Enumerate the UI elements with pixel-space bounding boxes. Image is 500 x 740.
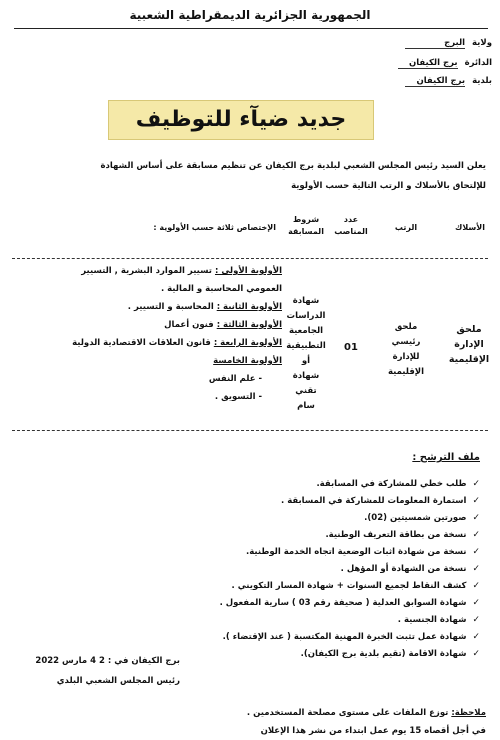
priority-list — [72, 262, 282, 406]
table-top-rule — [12, 258, 488, 259]
cell-grade-4: الإقليمية — [387, 367, 425, 377]
doc-item: ✓استمارة المعلومات للمشاركة في المسابقة . — [60, 493, 480, 510]
priority-4 — [72, 334, 282, 352]
cell-posts: 01 — [344, 342, 358, 353]
daira-line — [398, 58, 492, 69]
cell-cond-6: سام — [297, 401, 315, 411]
priority-3-text: فنون أعمال — [164, 320, 214, 330]
priority-1 — [72, 262, 282, 280]
cell-cond-2: الدراسات — [286, 311, 326, 321]
col-header-posts: عدد المناصب — [334, 215, 368, 236]
doc-item: ✓كشف النقاط لجميع السنوات + شهادة المسار التكويني . — [60, 578, 480, 595]
doc-item: ✓صورتين شمسيتين (02). — [60, 510, 480, 527]
checkmark-icon: ✓ — [472, 564, 480, 574]
checkmark-icon: ✓ — [472, 581, 480, 591]
note-text: توزع الملفات على مستوى مصلحة المستخدمين . — [246, 708, 449, 718]
priority-4-label: الأولوية الرابعة : — [213, 338, 282, 348]
wilaya-line — [405, 38, 492, 49]
note-label: ملاحظة: — [451, 708, 486, 718]
priority-3 — [72, 316, 282, 334]
doc-item: ✓شهادة عمل تثبت الخبرة المهنية المكتسبة ( عند الإقتضاء ). — [60, 629, 480, 646]
col-header-grade: الرتب — [394, 223, 418, 232]
priority-3-label: الأولوية الثالثة : — [216, 320, 282, 330]
signature-signer: رئيس المجلس الشعبي البلدي — [56, 676, 180, 686]
cell-cond-4: التطبيقية أو — [286, 341, 326, 366]
checkmark-icon: ✓ — [472, 496, 480, 506]
cell-grade — [384, 320, 428, 380]
checkmark-icon: ✓ — [472, 598, 480, 608]
daira-label: الدائرة — [464, 58, 492, 68]
documents-list — [60, 476, 480, 663]
priority-5-a: - علم النفس — [208, 374, 262, 384]
checkmark-icon: ✓ — [472, 513, 480, 523]
doc-item: ✓نسخة من شهادة اثبات الوضعية اتجاه الخدمة الوطنية. — [60, 544, 480, 561]
cell-grade-2: رئيسي — [391, 337, 421, 347]
priority-1-cont: العمومي المحاسبة و المالية . — [160, 284, 282, 294]
intro-line-1: يعلن السيد رئيس المجلس الشعبي لبلدية برج الكيفان عن تنظيم مسابقة على أساس الشهادة — [100, 161, 486, 171]
promo-banner: جديد ضيآء للتوظيف — [108, 100, 374, 140]
intro-paragraph — [10, 156, 486, 196]
cell-conditions — [282, 294, 330, 414]
documents-title: ملف الترشح : — [412, 452, 480, 463]
daira-value: برج الكيفان — [398, 58, 458, 69]
cell-corps — [448, 322, 490, 367]
note-block — [10, 704, 486, 740]
wilaya-value: البرج — [405, 38, 465, 49]
cell-cond-1: شهادة — [292, 296, 320, 306]
intro-line-2: للإلتحاق بالأسلاك و الرتب التالية حسب الأولوية — [291, 181, 486, 191]
cell-grade-1: ملحق — [394, 322, 418, 332]
cell-corps-1: ملحق — [456, 324, 482, 335]
priority-1-text: تسيير الموارد البشرية , التسيير — [81, 266, 212, 276]
cell-corps-3: الإقليمية — [448, 354, 490, 365]
doc-item: ✓شهادة السوابق العدلية ( صحيفة رقم 03 ) سارية المفعول . — [60, 595, 480, 612]
priority-2-label: الأولوية الثانية : — [216, 302, 282, 312]
cell-corps-2: الإدارة — [454, 339, 484, 350]
doc-item: ✓نسخة من بطاقة التعريف الوطنية. — [60, 527, 480, 544]
priority-2-text: المحاسبة و التسيير . — [127, 302, 214, 312]
commune-line — [405, 76, 492, 87]
signature-place-date: برج الكيفان في : 2 4 مارس 2022 — [35, 656, 180, 666]
checkmark-icon: ✓ — [472, 615, 480, 625]
priority-5: الأولوية الخامسة — [213, 356, 282, 366]
commune-value: برج الكيفان — [405, 76, 465, 87]
col-header-corps: الأسلاك — [455, 223, 485, 232]
cell-grade-3: للإدارة — [392, 352, 420, 362]
checkmark-icon: ✓ — [472, 632, 480, 642]
priority-4-text: قانون العلاقات الاقتصادية الدولية — [72, 338, 211, 348]
note-line — [10, 704, 486, 722]
checkmark-icon: ✓ — [472, 479, 480, 489]
checkmark-icon: ✓ — [472, 547, 480, 557]
table-bottom-rule — [12, 430, 488, 431]
republic-title: الجمهورية الجزائرية الديمقراطية الشعبية — [129, 8, 371, 22]
cell-cond-5: شهادة تقني — [292, 371, 320, 396]
doc-item: ✓شهادة الجنسية . — [60, 612, 480, 629]
doc-item: ✓نسخة من الشهادة أو المؤهل . — [60, 561, 480, 578]
checkmark-icon: ✓ — [472, 649, 480, 659]
doc-item: ✓شهادة الاقامة (تقيم بلدية برج الكيفان). — [60, 646, 480, 663]
note-deadline: في أجل أقصاه 15 يوم عمل ابتداء من نشر هذا الإعلان — [260, 726, 486, 736]
priority-2 — [72, 298, 282, 316]
wilaya-label: ولاية — [472, 38, 492, 48]
priority-5-b: - التسويق . — [214, 392, 262, 402]
col-header-specialty: الإختصاص ثلاثة حسب الأولوية : — [153, 223, 276, 232]
doc-item: ✓طلب خطي للمشاركة في المسابقة. — [60, 476, 480, 493]
checkmark-icon: ✓ — [472, 530, 480, 540]
header-divider — [14, 28, 488, 29]
col-header-conditions: شروط المسابقة — [288, 215, 324, 236]
priority-1-label: الأولوية الأولى : — [214, 266, 282, 276]
cell-cond-3: الجامعية — [288, 326, 324, 336]
commune-label: بلدية — [472, 76, 492, 86]
